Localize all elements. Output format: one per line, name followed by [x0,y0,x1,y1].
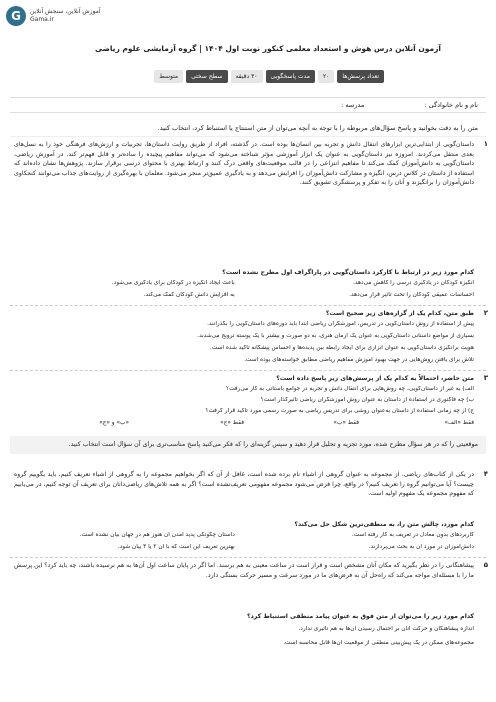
question-number: ۳ [483,374,488,382]
questions-count-label: تعداد پرسش‌ها [337,70,384,83]
statement-b: ب) چه فاکتوری در استفاده از داستان به عنوان روش آموزشگران ریاضی تأثیرگذار است؟ [260,397,474,403]
statement-a: الف) به غیر از داستان‌گویی، چه روش‌هایی برای انتقال دانش و تجربه در جوامع باستانی به کار می‌رفت؟ [226,386,474,392]
brand [6,6,101,26]
brand-site: Gama.ir [30,16,54,23]
option-4[interactable]: «ب» و «ج» [99,420,129,426]
option-1[interactable]: کاربردهای بدون معادل در تعریف به کار رفته است. [351,532,474,538]
exam-info-badges [154,70,384,83]
option-4[interactable]: تلاش برای یافتن روش‌هایی در جهت بهبود آموزش مفاهیم ریاضی مطابق خواسته‌های بوده است. [244,357,474,363]
question-text: کدام مورد زیر در ارتباط با کارکرد داستان‌گویی در پاراگراف اول مطرح نشده است؟ [222,269,474,276]
option-2[interactable]: بسیاری از مواضع داستانی داستان‌گویی به عنوان یک آرمان هنری، به دو صورت و بیشتر با یک پوسته ترویج می‌شدند. [197,333,474,339]
question-number: ۲ [483,309,488,317]
option-1[interactable]: فقط «الف» [444,420,474,426]
option-3[interactable]: فقط «ج» [220,420,244,426]
question-text: کدام مورد زیر را می‌توان از متن فوق به عنوان پیامد منطقی استنباط کرد؟ [247,613,474,620]
question-number: ۵ [483,561,488,569]
question-text: متن حاضر، احتمالاً به کدام یک از پرسش‌های زیر پاسخ داده است؟ [276,375,474,382]
option-4[interactable]: به افزایش دانش کودکان کمک می‌کند. [143,292,235,298]
passage-text: داستان‌گویی از ابتدایی‌ترین ابزارهای انتقال دانش و تجربه بین انسان‌ها بوده است. در گذشته، افراد از طریق روایت داستان‌ها، تجربیات و ارزش‌های فرهنگی خود را به نسل‌های بعدی منتقل می‌کردند. امروزه نیز داستان‌گویی به عنوان یک ابزار آموزشی مؤثر شناخته می‌شود که می‌تواند مفاهیم پیچیده را ساده‌تر و قابل فهم‌تر کند. در آموزش ریاضی، داستان‌گویی به دانش‌آموزان کمک می‌کند تا مفاهیم انتزاعی را در قالب موقعیت‌های واقعی درک کنند و ارتباط بهتری با محتوای درسی برقرار سازند. پژوهش‌ها نشان داده‌اند که استفاده از داستان در کلاس درس، انگیزه و مشارکت دانش‌آموزان را افزایش می‌دهد و به یادگیری عمیق‌تر منجر می‌شود. معلمان با بهره‌گیری از روایت‌های جذاب می‌توانند کنجکاوی دانش‌آموزان را برانگیزند و آنان را به تفکر و پرسشگری تشویق کنند. [14,141,474,186]
option-3[interactable]: هویت برانگیزی داستان‌گویی به عنوان ابزاری برای ایجاد رابطه بین پدیده‌ها و احساس پیشگانه تأکید شده است. [210,345,474,351]
question-number: ۴ [483,470,488,478]
difficulty-value: متوسط [154,70,183,83]
divider [10,557,486,558]
brand-name: آموزش آنلاین، سنجش آنلاین [30,8,101,15]
option-4[interactable]: بهترین تعریف این است که با آن ۲ یا ۳ بیان شود. [117,544,235,550]
exam-title: آزمون آنلاین درس هوش و استعداد معلمی کنکور نوبت اول ۱۴۰۴ | گروه آزمایشی علوم ریاضی [95,44,441,53]
option-1[interactable]: انگیزه کودکان در یادگیری درسی را کاهش می‌دهد. [353,280,474,286]
duration-label: مدت پاسخگویی [266,70,315,83]
option-3[interactable]: احساسات عمیقی کودکان را تحت تأثیر قرار می‌دهد. [349,292,474,298]
option-2[interactable]: مجموعه‌های ممکن در یک پیش‌بینی منطقی از موقعیت آن‌ها قابل محاسبه است. [283,640,474,646]
student-name-label: نام و نام خانوادگی : [424,101,478,109]
difficulty-label: سطح سختی [186,70,227,83]
option-2[interactable]: داستان چگونگی پدید آمدن آن هنوز هم در جهان بیان نشده است. [79,532,235,538]
option-1[interactable]: اندازه پیشاهنگان و حرکت آنان بر احتمال رسیدن آن‌ها به هم تأثیری ندارد. [298,626,474,632]
question-body: در یکی از کتاب‌های ریاضی، از مجموعه به عنوان گروهی از اشیاء نام برده شده است، غافل از آن که اگر بخواهیم مجموعه را به گروهی از اشیاء تعریف کنیم، باید بگوییم گروه چیست؟ آیا می‌توانیم گروه را تعریف کنیم؟ در واقع، چرا فرض می‌شود مجموعه مفهومی تعریف‌نشده است؟ اگر به همه تلاش‌های ریاضی‌دانان برای تعریف آن توجه کنیم، در می‌یابیم که مفهوم مجموعه یک مفهوم اولیه است. [14,471,474,497]
divider [10,370,486,371]
question-body: پیشاهنگانی را در نظر بگیرید که مکان آنان مشخص است و قرار است در ساعت معینی به هم برسند. اما اگر در پایان ساعت اول آن‌ها به هم نرسیده باشند، چه باید کرد؟ این پرسش ما را با مسئله‌ای مواجه می‌کند که راه‌حل آن به فرض‌های ما در مورد سرعت و مسیر حرکت بستگی دارد. [14,562,474,579]
question-number: ۱ [483,140,488,148]
option-3[interactable]: دانش‌آموزان در مورد آن به بحث می‌پردازند. [368,544,474,550]
question-text: کدام مورد، چالش متن را، به منطقی‌ترین شکل حل می‌کند؟ [294,521,474,528]
section-instruction: موقعیتی را که در هر سؤال مطرح شده، مورد تجزیه و تحلیل قرار دهید و سپس گزینه‌ای را که فکر می‌کنید پاسخ مناسب‌تری برای آن سؤال است انتخاب کنید. [10,436,486,454]
divider [10,305,486,306]
question-text: طبق متن، کدام یک از گزاره‌های زیر صحیح است؟ [325,310,474,317]
gama-logo-icon: G [6,6,26,26]
option-1[interactable]: پیش از استفاده از روش داستان‌گویی در تدریس، آموزشگران ریاضی ابتدا باید دوره‌های داستان‌گویی را بگذرانند. [207,321,474,327]
option-2[interactable]: فقط «ب» [333,420,359,426]
questions-count-value: ۲۰ [318,70,334,83]
instruction-text: متن را به دقت بخوانید و پاسخ سؤال‌های مربوطه را با توجه به آنچه می‌توان از متن استنتاج یا استنباط کرد، انتخاب کنید. [10,120,486,137]
school-label: مدرسه : [341,101,365,109]
student-info-bar [10,97,486,113]
statement-c: ج) از چه زمانی استفاده از داستان به‌عنوان روشی برای تدریس ریاضی به صورت رسمی مورد تأکید قرار گرفت؟ [205,408,474,414]
option-2[interactable]: باعث ایجاد انگیزه در کودکان برای یادگیری می‌شود. [111,280,235,286]
duration-value: ۳۰ دقیقه [231,70,263,83]
